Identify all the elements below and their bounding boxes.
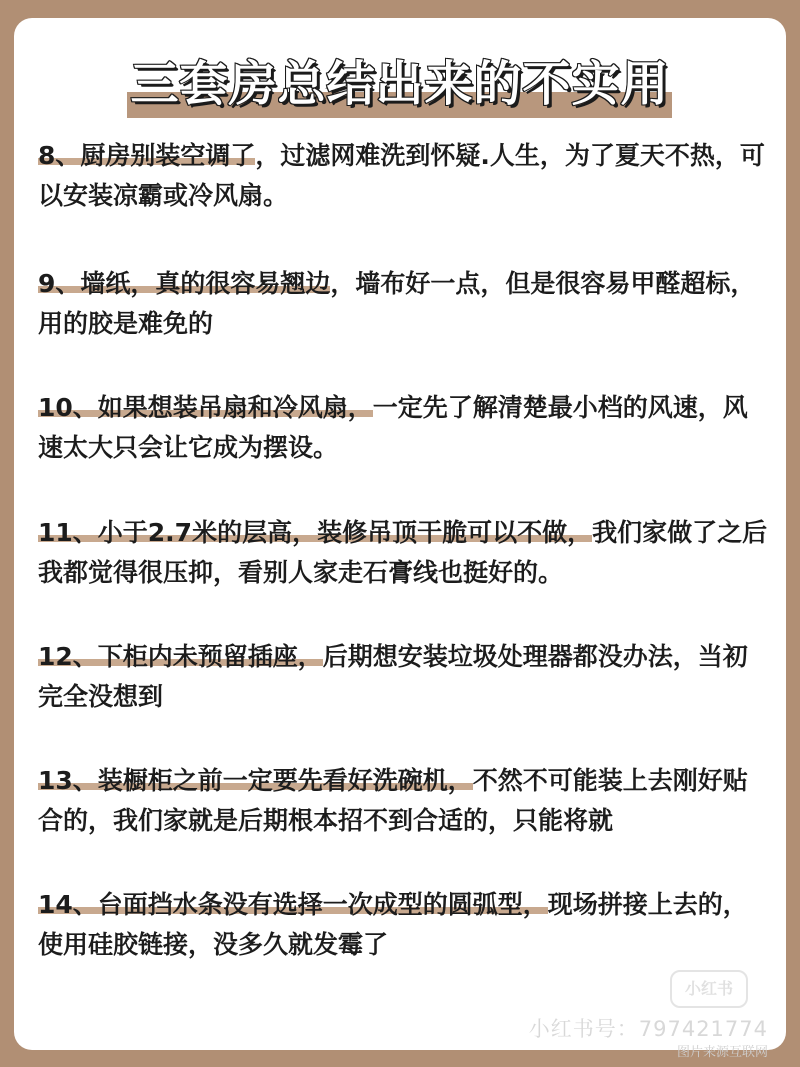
tip-item-10 [38,388,768,468]
tip-text: 一定先了解清楚最小档的风速，风速太大只会让它成为摆设。 [38,393,748,462]
watermark-logo: 小红书 [670,970,748,1008]
tip-highlight: 9、墙纸，真的很容易翘边 [38,269,331,298]
tip-highlight: 14、台面挡水条没有选择一次成型的圆弧型， [38,890,548,919]
tip-item-14 [38,885,768,965]
content-card [14,18,786,1060]
tip-text: ，过滤网难洗到怀疑.人生，为了夏天不热，可以安装凉霸或冷风扇。 [38,141,765,210]
tip-item-11 [38,513,768,593]
watermark-id: 小红书号：797421774 [528,1017,768,1041]
tip-text: 后期想安装垃圾处理器都没办法，当初完全没想到 [38,642,748,711]
tip-item-9 [38,264,768,344]
title-banner [14,52,786,132]
tip-item-12 [38,637,768,717]
watermark-mini-text: 图片来源互联网 [676,1045,768,1060]
tip-text: 不然不可能装上去刚好贴合的，我们家就是后期根本招不到合适的，只能将就 [38,766,748,835]
tip-highlight: 8、厨房别装空调了 [38,141,256,170]
tip-highlight: 11、小于2.7米的层高，装修吊顶干脆可以不做， [38,518,593,547]
tip-highlight: 12、下柜内未预留插座， [38,642,323,671]
tip-highlight: 13、装橱柜之前一定要先看好洗碗机， [38,766,473,795]
tip-text: 我们家做了之后我都觉得很压抑，看别人家走石膏线也挺好的。 [38,518,768,587]
page-title: 三套房总结出来的不实用 [130,56,670,112]
tip-text: 现场拼接上去的，使用硅胶链接，没多久就发霉了 [38,890,748,959]
tip-highlight: 10、如果想装吊扇和冷风扇， [38,393,373,422]
tip-item-13 [38,761,768,841]
tip-text: ，墙布好一点，但是很容易甲醛超标，用的胶是难免的 [38,269,756,338]
tip-item-8 [38,136,768,216]
